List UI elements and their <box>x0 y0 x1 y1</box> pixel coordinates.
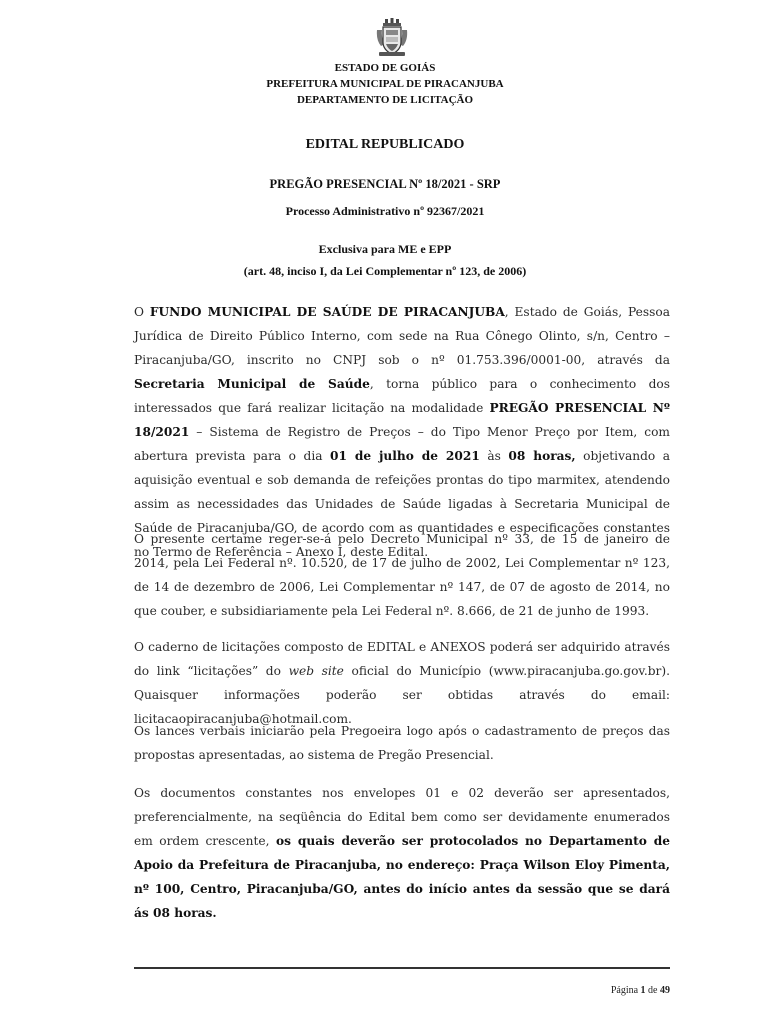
paragraph-documents-access: O caderno de licitações composto de EDITAL e ANEXOS poderá ser adquirido através do link “licitações” do web site oficial do Município (www.piracanjuba.go.gov.br). Quaisquer informações poderão ser obtidas através do email: licitacaopiracanjuba@hotmail.com. <box>134 640 670 726</box>
notice-processo: Processo Administrativo nº 92367/2021 <box>285 204 485 218</box>
paragraph-envelopes: Os documentos constantes nos envelopes 01 e 02 deverão ser apresentados, preferencialmente, na seqüência do Edital bem como ser devidamente enumerados em ordem crescente, os quais deverão ser protocolados no Departamento de Apoio da Prefeitura de Piracanjuba, no endereço: Praça Wilson Eloy Pimenta, nº 100, Centro, Piracanjuba/GO, antes do início antes da sessão que se dará ás 08 horas. <box>134 786 670 920</box>
header-prefeitura: PREFEITURA MUNICIPAL DE PIRACANJUBA <box>266 78 504 90</box>
paragraph-bidding: Os lances verbais iniciarão pela Pregoeira logo após o cadastramento de preços das propostas apresentadas, ao sistema de Pregão Presencial. <box>134 724 670 762</box>
notice-pregao: PREGÃO PRESENCIAL Nº 18/2021 - SRP <box>269 177 501 191</box>
page-number: Página 1 de 49 <box>610 985 670 996</box>
footer-divider <box>134 967 670 969</box>
notice-artigo: (art. 48, inciso I, da Lei Complementar nº 123, de 2006) <box>243 264 527 278</box>
notice-exclusiva: Exclusiva para ME e EPP <box>318 242 452 256</box>
header-state: ESTADO DE GOIÁS <box>334 62 436 74</box>
notice-title: EDITAL REPUBLICADO <box>305 137 465 152</box>
header-department: DEPARTAMENTO DE LICITAÇÃO <box>296 94 474 106</box>
paragraph-opening: O FUNDO MUNICIPAL DE SAÚDE DE PIRACANJUBA, Estado de Goiás, Pessoa Jurídica de Direito Público Interno, com sede na Rua Cônego Olinto, s/n, Centro – Piracanjuba/GO, inscrito no CNPJ sob o nº 01.753.396/0001-00, através da Secretaria Municipal de Saúde, torna público para o conhecimento dos interessados que fará realizar licitação na modalidade PREGÃO PRESENCIAL Nº 18/2021 – Sistema de Registro de Preços – do Tipo Menor Preço por Item, com abertura prevista para o dia 01 de julho de 2021 às 08 horas, objetivando a aquisição eventual e sob demanda de refeições prontas do tipo marmitex, atendendo assim as necessidades das Unidades de Saúde ligadas à Secretaria Municipal de Saúde de Piracanjuba/GO, de acordo com as quantidades e especificações constantes no Termo de Referência – Anexo I, deste Edital. <box>134 305 671 559</box>
paragraph-legal-basis: O presente certame reger-se-á pelo Decreto Municipal nº 33, de 15 de janeiro de 2014, pela Lei Federal nº. 10.520, de 17 de julho de 2002, Lei Complementar nº 123, de 14 de dezembro de 2006, Lei Complementar nº 147, de 07 de agosto de 2014, no que couber, e subsidiariamente pela Lei Federal nº. 8.666, de 21 de junho de 1993. <box>134 532 670 618</box>
municipal-crest-icon <box>375 18 409 58</box>
document-header <box>0 60 770 108</box>
